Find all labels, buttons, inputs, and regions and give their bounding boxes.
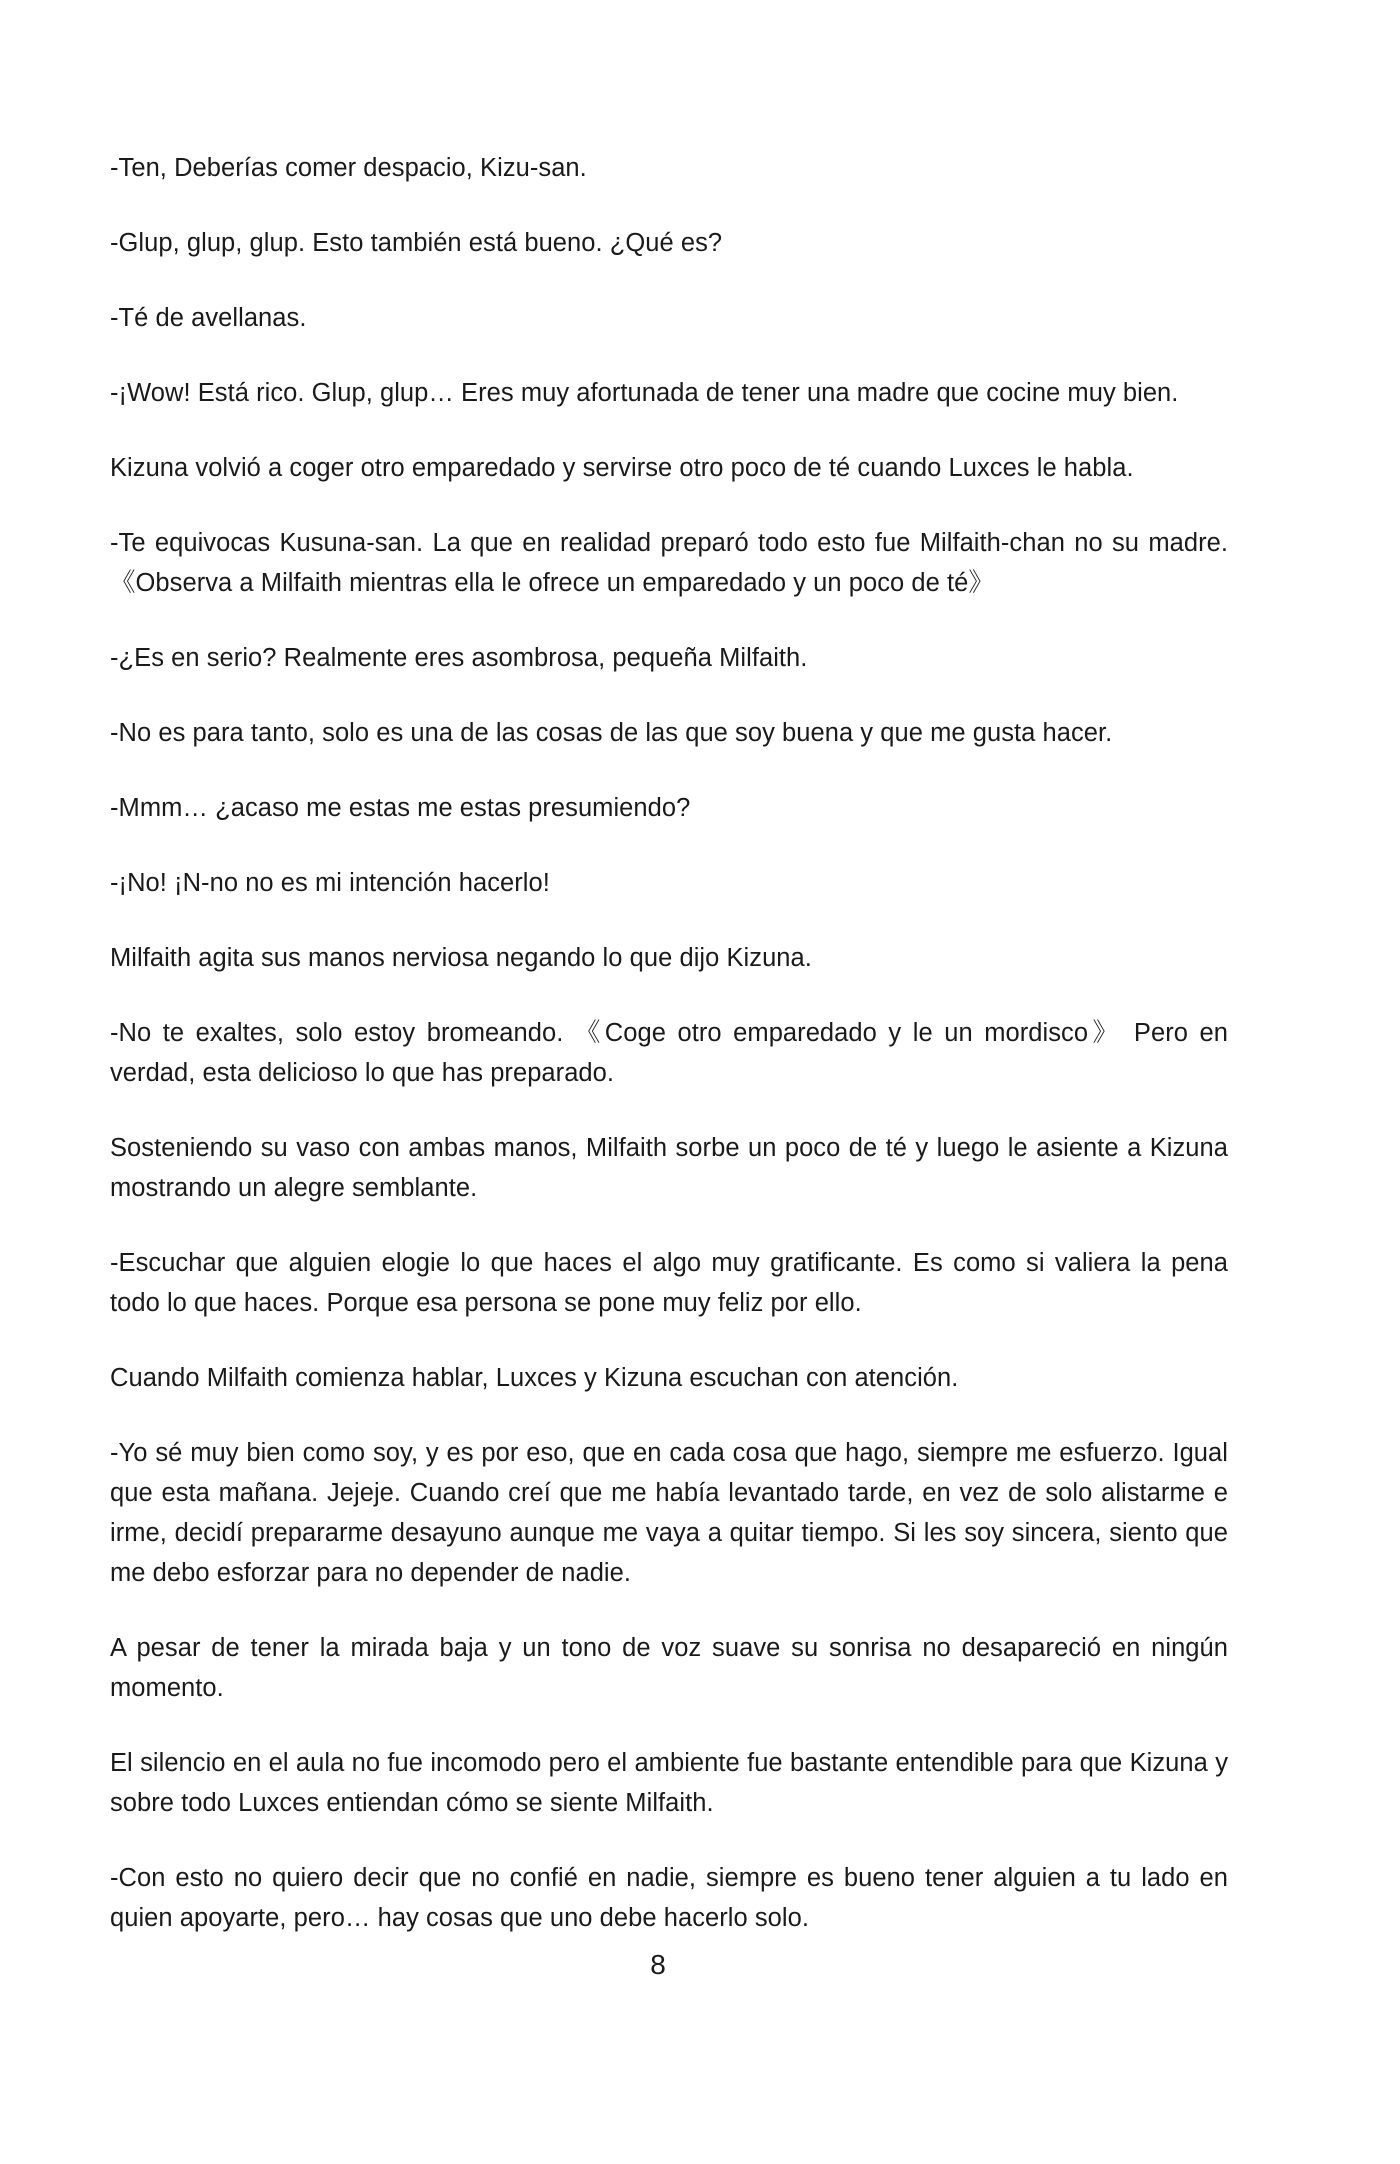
paragraph: El silencio en el aula no fue incomodo pero el ambiente fue bastante entendible para que Kizuna y sobre todo Luxces entiendan cómo se siente Milfaith. bbox=[110, 1749, 1228, 1817]
paragraph: -¡Wow! Está rico. Glup, glup… Eres muy afortunada de tener una madre que cocine muy bien. bbox=[110, 379, 1179, 407]
paragraph: -¿Es en serio? Realmente eres asombrosa, pequeña Milfaith. bbox=[110, 644, 808, 672]
paragraph: -Yo sé muy bien como soy, y es por eso, que en cada cosa que hago, siempre me esfuerzo. Igual que esta mañana. Jejeje. Cuando creí que me había levantado tarde, en vez de solo alistarme e irme, decidí prepararme desayuno aunque me vaya a quitar tiempo. Si les soy sincera, siento que me debo esforzar para no depender de nadie. bbox=[110, 1439, 1228, 1587]
paragraph: -Mmm… ¿acaso me estas me estas presumiendo? bbox=[110, 794, 691, 822]
paragraph: Kizuna volvió a coger otro emparedado y servirse otro poco de té cuando Luxces le habla. bbox=[110, 454, 1134, 482]
paragraph: Cuando Milfaith comienza hablar, Luxces y Kizuna escuchan con atención. bbox=[110, 1364, 959, 1392]
paragraph: -Té de avellanas. bbox=[110, 304, 307, 332]
paragraph: -No es para tanto, solo es una de las cosas de las que soy buena y que me gusta hacer. bbox=[110, 719, 1113, 747]
paragraph: -Ten, Deberías comer despacio, Kizu-san. bbox=[110, 154, 587, 182]
paragraph: Milfaith agita sus manos nerviosa negando lo que dijo Kizuna. bbox=[110, 944, 812, 972]
paragraph: -Glup, glup, glup. Esto también está bueno. ¿Qué es? bbox=[110, 229, 723, 257]
paragraph: A pesar de tener la mirada baja y un tono de voz suave su sonrisa no desapareció en ningún momento. bbox=[110, 1634, 1228, 1702]
paragraph: -No te exaltes, solo estoy bromeando. 《Coge otro emparedado y le un mordisco》 Pero en verdad, esta delicioso lo que has preparado. bbox=[110, 1019, 1228, 1087]
body-text bbox=[110, 148, 1228, 1973]
paragraph: -Con esto no quiero decir que no confié en nadie, siempre es bueno tener alguien a tu lado en quien apoyarte, pero… hay cosas que uno debe hacerlo solo. bbox=[110, 1864, 1228, 1932]
paragraph: Sosteniendo su vaso con ambas manos, Milfaith sorbe un poco de té y luego le asiente a Kizuna mostrando un alegre semblante. bbox=[110, 1134, 1228, 1202]
paragraph: -Te equivocas Kusuna-san. La que en realidad preparó todo esto fue Milfaith-chan no su madre. 《Observa a Milfaith mientras ella le ofrece un emparedado y un poco de té》 bbox=[110, 529, 1228, 597]
paragraph: -Escuchar que alguien elogie lo que haces el algo muy gratificante. Es como si valiera la pena todo lo que haces. Porque esa persona se pone muy feliz por ello. bbox=[110, 1249, 1228, 1317]
paragraph: -¡No! ¡N-no no es mi intención hacerlo! bbox=[110, 869, 550, 897]
page-number: 8 bbox=[650, 1949, 666, 1980]
